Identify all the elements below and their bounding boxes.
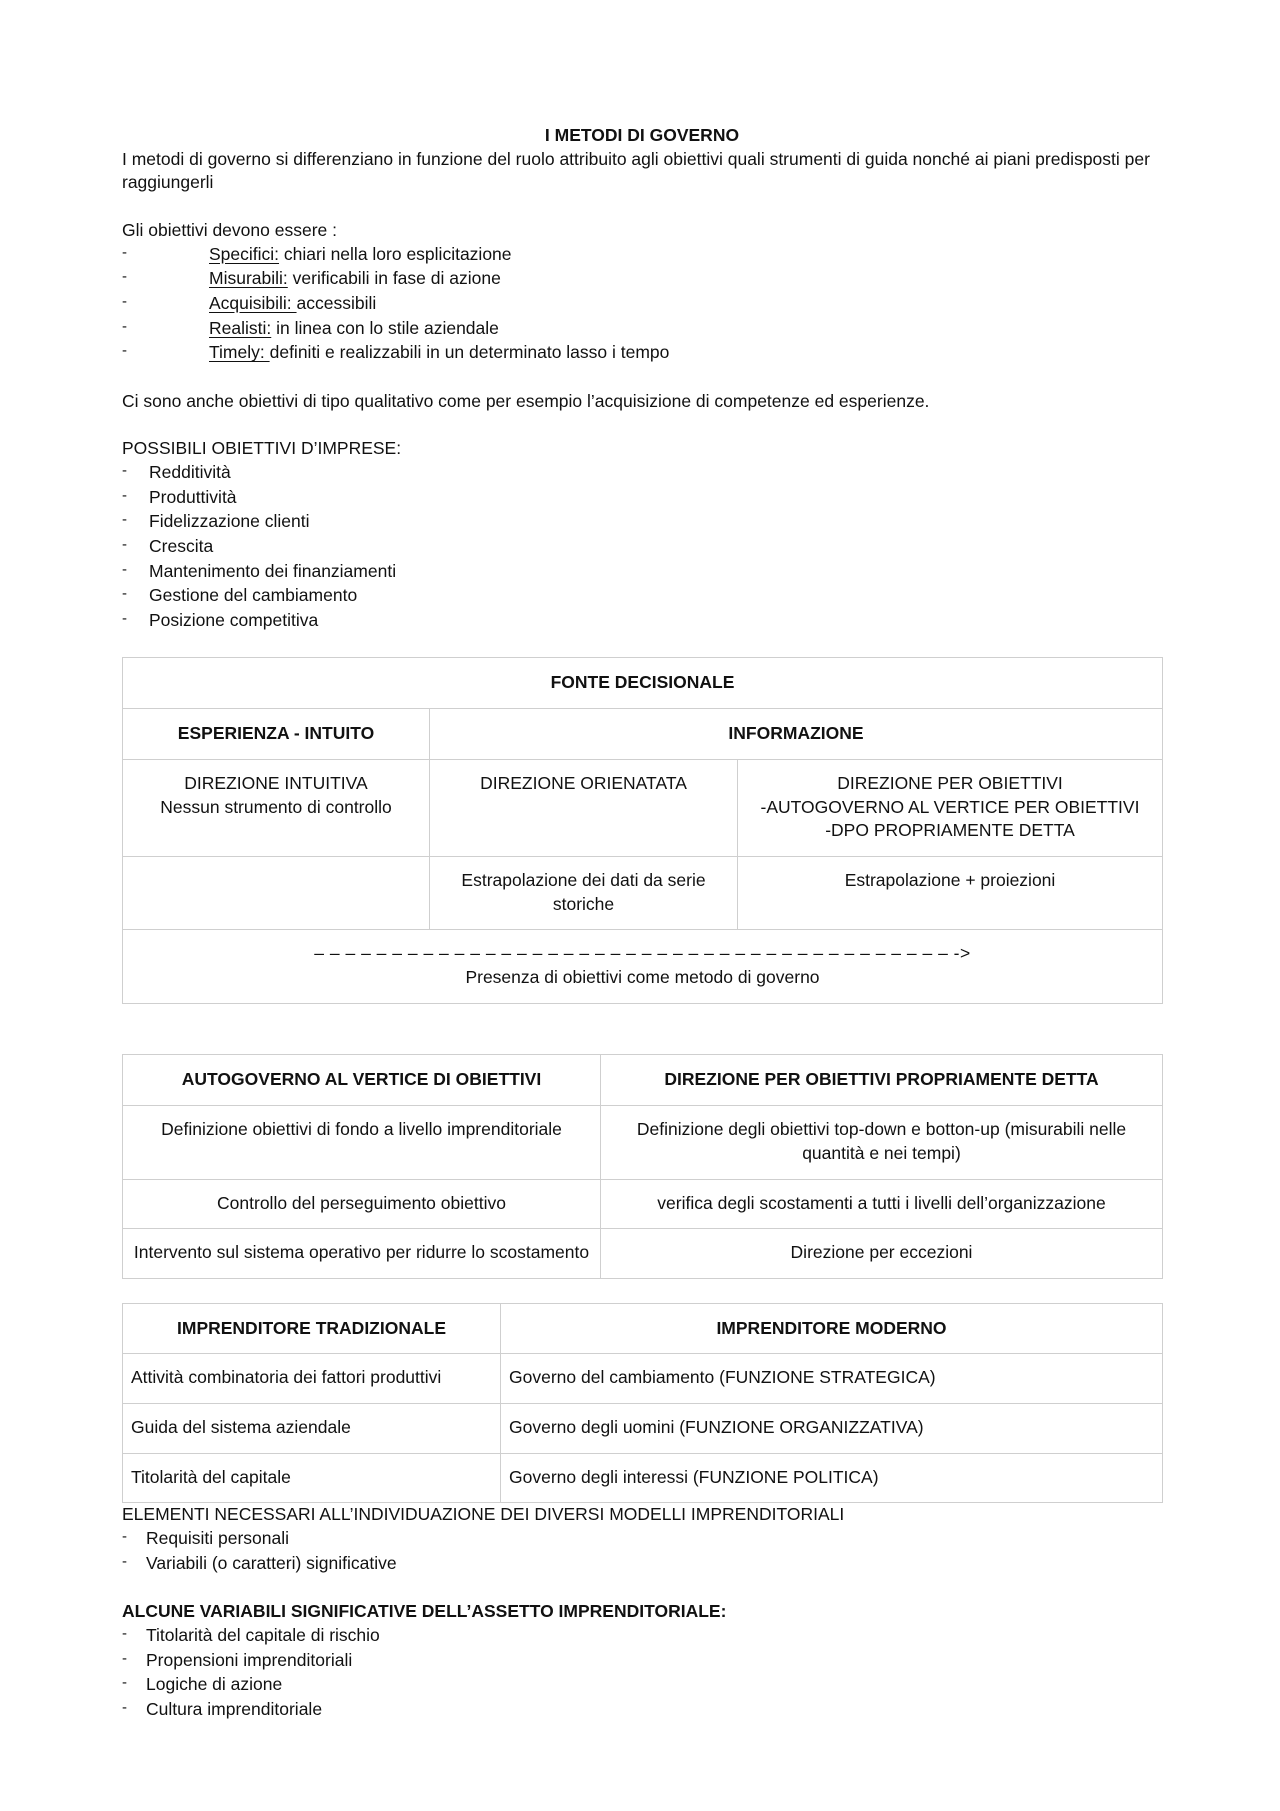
possible-objectives-list bbox=[122, 461, 1162, 634]
fonte-decisionale-table bbox=[122, 657, 1163, 1003]
list-item bbox=[122, 486, 1162, 511]
dash-bullet: - bbox=[122, 1649, 127, 1667]
table-row bbox=[123, 1404, 1163, 1454]
table-cell: verifica degli scostamenti a tutti i livelli dell’organizzazione bbox=[601, 1179, 1163, 1229]
dash-bullet: - bbox=[122, 292, 127, 310]
dash-bullet: - bbox=[122, 1552, 127, 1570]
list-item-text: Logiche di azione bbox=[146, 1674, 283, 1695]
list-item bbox=[122, 267, 1162, 292]
list-item-text: Variabili (o caratteri) significative bbox=[146, 1552, 397, 1573]
table-cell: Governo degli interessi (FUNZIONE POLITICA) bbox=[501, 1453, 1163, 1503]
objective-term: Misurabili: bbox=[209, 268, 288, 289]
dash-bullet: - bbox=[122, 243, 127, 261]
dash-bullet: - bbox=[122, 342, 127, 360]
table-row bbox=[123, 930, 1163, 1003]
elementi-heading: ELEMENTI NECESSARI ALL’INDIVIDUAZIONE DEI DIVERSI MODELLI IMPRENDITORIALI bbox=[122, 1504, 845, 1525]
list-item-text: Gestione del cambiamento bbox=[149, 585, 358, 606]
table-row bbox=[123, 1179, 1163, 1229]
table-cell: DIREZIONE PER OBIETTIVI -AUTOGOVERNO AL VERTICE PER OBIETTIVI -DPO PROPRIAMENTE DETTA bbox=[738, 759, 1163, 856]
table-cell bbox=[123, 930, 1163, 1003]
column-header: IMPRENDITORE MODERNO bbox=[501, 1303, 1163, 1354]
list-item-text: Redditività bbox=[149, 461, 231, 482]
table-row bbox=[123, 1354, 1163, 1404]
list-item bbox=[122, 292, 1162, 317]
spacer bbox=[122, 1031, 1162, 1055]
spacer bbox=[122, 1577, 1162, 1601]
objective-text: definiti e realizzabili in un determinato lasso i tempo bbox=[269, 342, 670, 363]
dash-bullet: - bbox=[122, 486, 127, 504]
list-item bbox=[122, 1673, 1162, 1698]
list-item bbox=[122, 1552, 1162, 1577]
table-cell: Governo degli uomini (FUNZIONE ORGANIZZATIVA) bbox=[501, 1404, 1163, 1454]
objective-term: Specifici: bbox=[209, 243, 280, 264]
objective-term: Timely: bbox=[209, 342, 270, 363]
dash-bullet: - bbox=[122, 317, 127, 335]
list-item bbox=[122, 461, 1162, 486]
list-item bbox=[122, 1649, 1162, 1674]
list-item bbox=[122, 1698, 1162, 1723]
imprenditore-table bbox=[122, 1303, 1163, 1504]
autogoverno-table bbox=[122, 1054, 1163, 1279]
list-item-text: Cultura imprenditoriale bbox=[146, 1699, 323, 1720]
list-item-text: Requisiti personali bbox=[146, 1528, 289, 1549]
dash-bullet: - bbox=[122, 1624, 127, 1642]
spacer bbox=[122, 366, 1162, 390]
spacer bbox=[122, 634, 1162, 658]
dash-bullet: - bbox=[122, 585, 127, 603]
list-item bbox=[122, 243, 1162, 268]
table-cell: Governo del cambiamento (FUNZIONE STRATEGICA) bbox=[501, 1354, 1163, 1404]
list-item-text: Fidelizzazione clienti bbox=[149, 511, 310, 532]
table-cell: DIREZIONE ORIENATATA bbox=[430, 759, 738, 856]
list-item bbox=[122, 317, 1162, 342]
dash-bullet: - bbox=[122, 461, 127, 479]
column-header: ESPERIENZA - INTUITO bbox=[123, 709, 430, 760]
possible-objectives-heading: POSSIBILI OBIETTIVI D’IMPRESE: bbox=[122, 438, 402, 459]
list-item bbox=[122, 535, 1162, 560]
dash-bullet: - bbox=[122, 560, 127, 578]
table-cell: Controllo del perseguimento obiettivo bbox=[123, 1179, 601, 1229]
table-cell: Intervento sul sistema operativo per ridurre lo scostamento bbox=[123, 1229, 601, 1279]
dash-bullet: - bbox=[122, 610, 127, 628]
table-row bbox=[123, 1106, 1163, 1179]
list-item bbox=[122, 1527, 1162, 1552]
dashed-arrow: – – – – – – – – – – – – – – – – – – – – – – – – – – – – – – – – – – – – – – – – – -> bbox=[314, 943, 971, 964]
table-header: FONTE DECISIONALE bbox=[123, 658, 1163, 709]
list-item-text: Titolarità del capitale di rischio bbox=[146, 1624, 380, 1645]
list-item-text: Mantenimento dei finanziamenti bbox=[149, 560, 397, 581]
table-row bbox=[123, 759, 1163, 856]
objectives-heading: Gli obiettivi devono essere : bbox=[122, 219, 337, 240]
spacer bbox=[122, 1004, 1162, 1031]
dash-bullet: - bbox=[122, 1528, 127, 1546]
dash-bullet: - bbox=[122, 1674, 127, 1692]
list-item-text: Posizione competitiva bbox=[149, 610, 319, 631]
objectives-list bbox=[122, 243, 1162, 367]
table-cell: Titolarità del capitale bbox=[123, 1453, 501, 1503]
column-header: DIREZIONE PER OBIETTIVI PROPRIAMENTE DETTA bbox=[601, 1055, 1163, 1106]
dash-bullet: - bbox=[122, 268, 127, 286]
column-header: AUTOGOVERNO AL VERTICE DI OBIETTIVI bbox=[123, 1055, 601, 1106]
list-item bbox=[122, 341, 1162, 366]
column-header: IMPRENDITORE TRADIZIONALE bbox=[123, 1303, 501, 1354]
list-item bbox=[122, 609, 1162, 634]
objective-text: accessibili bbox=[296, 292, 377, 313]
table-cell: Estrapolazione dei dati da serie storiche bbox=[430, 856, 738, 929]
objective-text: chiari nella loro esplicitazione bbox=[279, 243, 512, 264]
objective-text: in linea con lo stile aziendale bbox=[271, 317, 499, 338]
spacer bbox=[122, 413, 1162, 437]
column-header: INFORMAZIONE bbox=[430, 709, 1163, 760]
list-item bbox=[122, 1624, 1162, 1649]
dash-bullet: - bbox=[122, 535, 127, 553]
list-item-text: Produttività bbox=[149, 486, 237, 507]
variabili-list bbox=[122, 1624, 1162, 1723]
list-item-text: Propensioni imprenditoriali bbox=[146, 1649, 353, 1670]
table-cell: Definizione degli obiettivi top-down e botton-up (misurabili nelle quantità e nei tempi) bbox=[601, 1106, 1163, 1179]
objective-term: Acquisibili: bbox=[209, 292, 297, 313]
spacer bbox=[122, 195, 1162, 219]
table-cell: Definizione obiettivi di fondo a livello imprenditoriale bbox=[123, 1106, 601, 1179]
elementi-list bbox=[122, 1527, 1162, 1576]
table-cell: DIREZIONE INTUITIVA Nessun strumento di controllo bbox=[123, 759, 430, 856]
list-item bbox=[122, 560, 1162, 585]
list-item bbox=[122, 584, 1162, 609]
list-item bbox=[122, 510, 1162, 535]
table-row bbox=[123, 1453, 1163, 1503]
table-cell: Guida del sistema aziendale bbox=[123, 1404, 501, 1454]
table-footer: Presenza di obiettivi come metodo di governo bbox=[465, 967, 820, 988]
objective-term: Realisti: bbox=[209, 317, 272, 338]
table-cell: Attività combinatoria dei fattori produttivi bbox=[123, 1354, 501, 1404]
table-cell: Direzione per eccezioni bbox=[601, 1229, 1163, 1279]
spacer bbox=[122, 1279, 1162, 1303]
dash-bullet: - bbox=[122, 1699, 127, 1717]
qualitative-paragraph: Ci sono anche obiettivi di tipo qualitativo come per esempio l’acquisizione di competenze ed esperienze. bbox=[122, 390, 930, 411]
dash-bullet: - bbox=[122, 511, 127, 529]
list-item-text: Crescita bbox=[149, 535, 214, 556]
page-title: I METODI DI GOVERNO bbox=[544, 125, 740, 145]
variabili-heading: ALCUNE VARIABILI SIGNIFICATIVE DELL’ASSETTO IMPRENDITORIALE: bbox=[122, 1601, 727, 1622]
table-row bbox=[123, 1229, 1163, 1279]
intro-paragraph: I metodi di governo si differenziano in funzione del ruolo attribuito agli obiettivi quali strumenti di guida nonché ai piani predisposti per raggiungerli bbox=[122, 148, 1150, 193]
table-row bbox=[123, 856, 1163, 929]
table-cell: Estrapolazione + proiezioni bbox=[738, 856, 1163, 929]
table-cell bbox=[123, 856, 430, 929]
objective-text: verificabili in fase di azione bbox=[287, 268, 501, 289]
